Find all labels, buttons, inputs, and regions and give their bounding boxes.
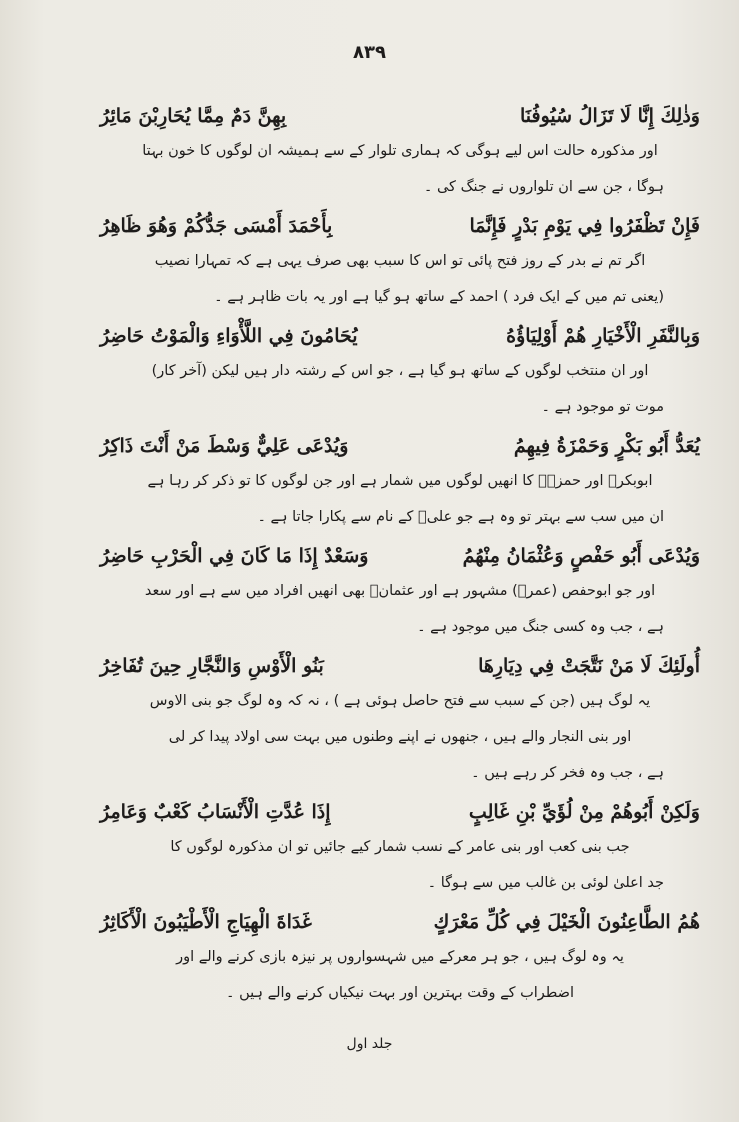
arabic-couplet bbox=[100, 652, 700, 680]
translation-line: ہوگا ، جن سے ان تلواروں نے جنگ کی ۔ bbox=[423, 179, 664, 195]
urdu-translation bbox=[100, 360, 700, 418]
urdu-translation bbox=[100, 690, 700, 784]
second-hemistich: بِهِنَّ دَمٌ مِمَّا يُحَارِبْنَ مَائِرُ bbox=[100, 105, 287, 127]
first-hemistich: وَبِالنَّفَرِ الْأَخْيَارِ هُمْ أَوْلِيَاؤُهُ bbox=[506, 325, 700, 347]
translation-line: اور بنی النجار والے ہیں ، جنھوں نے اپنے وطنوں میں بہت سی اولاد پیدا کر لی bbox=[168, 729, 632, 745]
couplet-block bbox=[100, 212, 700, 308]
couplet-block bbox=[100, 652, 700, 784]
urdu-translation bbox=[100, 580, 700, 638]
urdu-translation bbox=[100, 470, 700, 528]
arabic-couplet bbox=[100, 908, 700, 936]
couplet-block bbox=[100, 432, 700, 528]
second-hemistich: غَدَاةَ الْهِيَاجِ الْأَطْيَبُونَ الْأَكَاثِرُ bbox=[100, 911, 312, 933]
urdu-translation bbox=[100, 250, 700, 308]
first-hemistich: فَإِنْ تَظْفَرُوا فِي يَوْمِ بَدْرٍ فَإِنَّمَا bbox=[469, 215, 700, 237]
page-number: ۸۳۹ bbox=[353, 42, 386, 63]
second-hemistich: بَنُو الْأَوْسِ وَالنَّجَّارِ حِينَ تُفَاخِرُ bbox=[100, 655, 324, 677]
arabic-couplet bbox=[100, 798, 700, 826]
translation-line: جب بنی کعب اور بنی عامر کے نسب شمار کیے جائیں تو ان مذکورہ لوگوں کا bbox=[170, 839, 630, 855]
poem-content bbox=[100, 96, 700, 1018]
arabic-couplet bbox=[100, 102, 700, 130]
couplet-block bbox=[100, 322, 700, 418]
second-hemistich: وَيُدْعَى عَلِيٌّ وَسْطَ مَنْ أَنْتَ ذَاكِرُ bbox=[100, 435, 349, 457]
arabic-couplet bbox=[100, 322, 700, 350]
first-hemistich: يُعَدُّ أَبُو بَكْرٍ وَحَمْزَةُ فِيهِمُ bbox=[513, 435, 700, 457]
translation-line: اور ان منتخب لوگوں کے ساتھ ہو گیا ہے ، جو اس کے رشتہ دار ہیں لیکن (آخر کار) bbox=[151, 363, 649, 379]
urdu-translation bbox=[100, 836, 700, 894]
arabic-couplet bbox=[100, 212, 700, 240]
translation-line: ان میں سب سے بہتر تو وہ ہے جو علیؓ کے نام سے پکارا جاتا ہے ۔ bbox=[257, 509, 664, 525]
second-hemistich: بِأَحْمَدَ أَمْسَى جَدُّكُمْ وَهُوَ ظَاهِرُ bbox=[100, 215, 333, 237]
translation-line: اور جو ابوحفص (عمرؓ) مشہور ہے اور عثمانؓ بھی انھیں افراد میں سے ہے اور سعد bbox=[144, 583, 656, 599]
couplet-block bbox=[100, 102, 700, 198]
second-hemistich: إِذَا عُدَّتِ الْأَنْسَابُ كَعْبٌ وَعَامِرُ bbox=[100, 801, 331, 823]
couplet-block bbox=[100, 798, 700, 894]
first-hemistich: وَذٰلِكَ إِنَّا لَا تَزَالُ سُيُوفُنَا bbox=[519, 105, 700, 127]
translation-line: یہ وہ لوگ ہیں ، جو ہر معرکے میں شہسواروں پر نیزہ بازی کرنے والے اور bbox=[176, 949, 624, 965]
translation-line: (یعنی تم میں کے ایک فرد ) احمد کے ساتھ ہو گیا ہے اور یہ بات ظاہر ہے ۔ bbox=[214, 289, 664, 305]
translation-line: اگر تم نے بدر کے روز فتح پائی تو اس کا سبب بھی صرف یہی ہے کہ تمہارا نصیب bbox=[154, 253, 646, 269]
volume-footer: جلد اول bbox=[346, 1036, 393, 1052]
translation-line: اور مذکورہ حالت اس لیے ہوگی کہ ہماری تلوار کے سے ہمیشہ ان لوگوں کا خون بہتا bbox=[142, 143, 658, 159]
translation-line: موت تو موجود ہے ۔ bbox=[541, 399, 664, 415]
first-hemistich: هُمُ الطَّاعِنُونَ الْخَيْلَ فِي كُلِّ مَعْرَكٍ bbox=[433, 911, 700, 933]
first-hemistich: أُولَئِكَ لَا مَنْ نَتَّجَتْ فِي دِيَارِهَا bbox=[478, 655, 700, 677]
first-hemistich: وَلَكِنْ أَبُوهُمْ مِنْ لُؤَيِّ بْنِ غَالِبٍ bbox=[468, 801, 700, 823]
first-hemistich: وَيُدْعَى أَبُو حَفْصٍ وَعُثْمَانُ مِنْهُمُ bbox=[462, 545, 700, 567]
translation-line: جد اعلیٰ لوئی بن غالب میں سے ہوگا ۔ bbox=[427, 875, 664, 891]
translation-line: یہ لوگ ہیں (جن کے سبب سے فتح حاصل ہوئی ہے ) ، نہ کہ وہ لوگ جو بنی الاوس bbox=[149, 693, 651, 709]
couplet-block bbox=[100, 542, 700, 638]
translation-line: ابوبکرؓ اور حمزہؓ کا انھیں لوگوں میں شمار ہے اور جن لوگوں کا تو ذکر کر رہا ہے bbox=[147, 473, 653, 489]
arabic-couplet bbox=[100, 542, 700, 570]
second-hemistich: وَسَعْدٌ إِذَا مَا كَانَ فِي الْحَرْبِ حَاضِرُ bbox=[100, 545, 369, 567]
translation-line: ہے ، جب وہ فخر کر رہے ہیں ۔ bbox=[471, 765, 664, 781]
urdu-translation bbox=[100, 946, 700, 1004]
translation-line: اضطراب کے وقت بہترین اور بہت نیکیاں کرنے والے ہیں ۔ bbox=[225, 985, 574, 1001]
arabic-couplet bbox=[100, 432, 700, 460]
translation-line: ہے ، جب وہ کسی جنگ میں موجود ہے ۔ bbox=[417, 619, 664, 635]
couplet-block bbox=[100, 908, 700, 1004]
second-hemistich: يُحَامُونَ فِي اللَّأْوَاءِ وَالْمَوْتُ حَاضِرُ bbox=[100, 325, 358, 347]
urdu-translation bbox=[100, 140, 700, 198]
